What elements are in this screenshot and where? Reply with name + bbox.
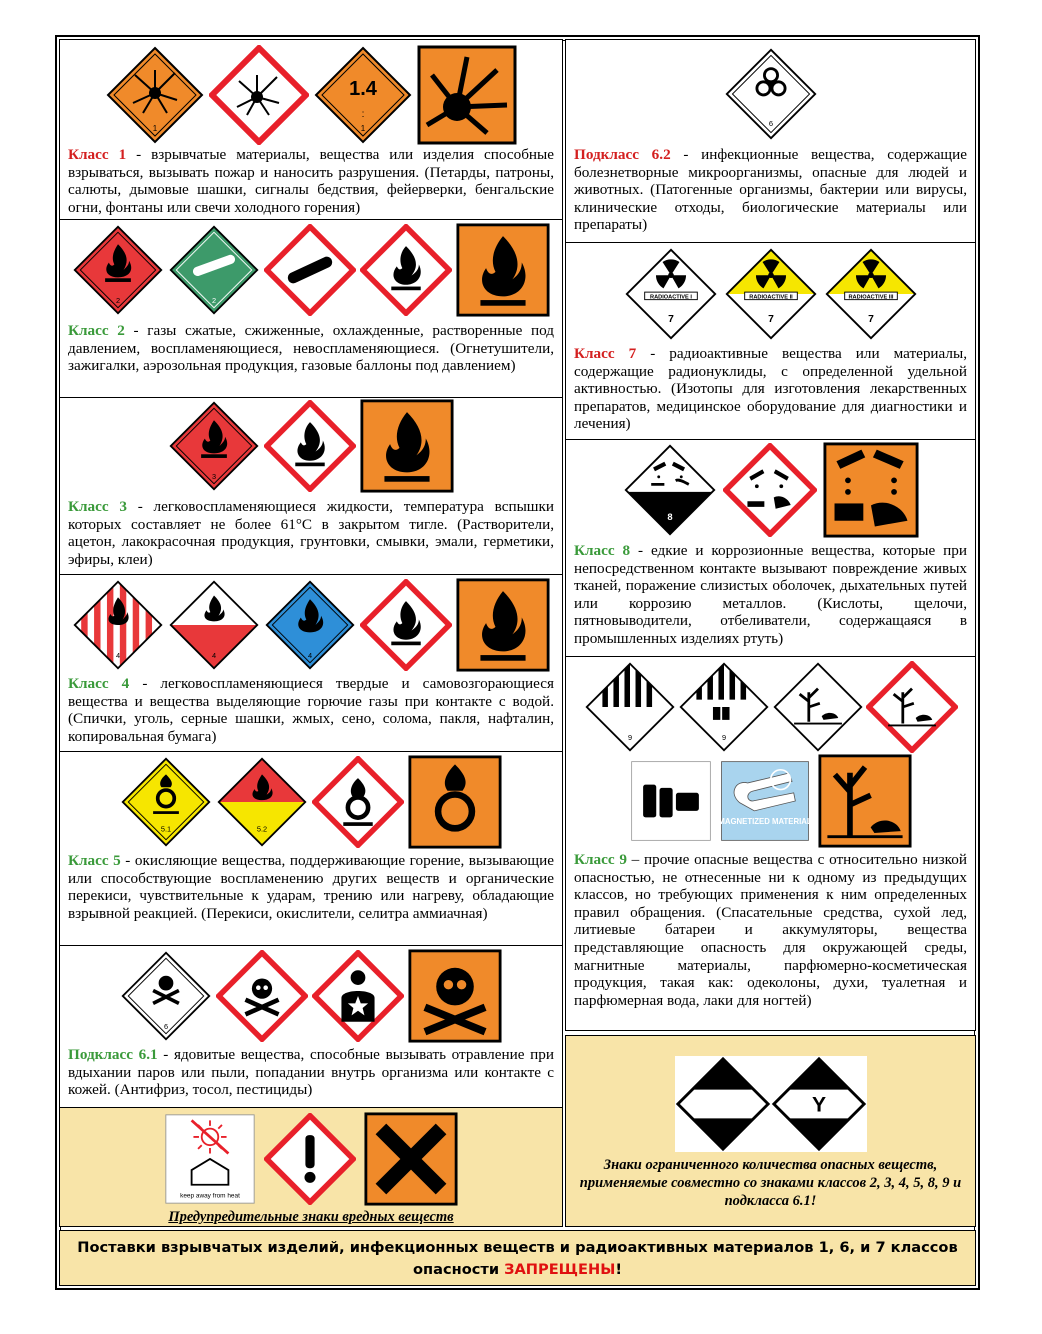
flammable-solid-striped-icon [72, 579, 164, 671]
class8-title: Класс 8 [574, 542, 631, 559]
svg-text:4: 4 [307, 651, 313, 661]
class3-title: Класс 3 [68, 498, 127, 515]
class61-signs [60, 950, 562, 1042]
svg-text:4: 4 [211, 651, 217, 661]
svg-text:1.4: 1.4 [349, 78, 377, 100]
svg-text:5.2: 5.2 [256, 824, 268, 834]
environment-square-icon [818, 754, 912, 848]
radioactive-ii-icon [724, 247, 818, 341]
skull-square-icon [408, 949, 502, 1043]
warning-caption: Предупредительные знаки вредных веществ [168, 1209, 454, 1225]
flame-ghs-icon [360, 579, 452, 671]
class8-description [574, 542, 967, 648]
footer-text [60, 1237, 975, 1281]
class5-cell [59, 751, 563, 946]
svg-text:RADIOACTIVE III: RADIOACTIVE III [847, 294, 894, 301]
class2-signs [60, 222, 562, 318]
limited-quantity-icon [675, 1056, 771, 1152]
class8-signs [566, 442, 975, 538]
flame-ghs-icon [360, 224, 452, 316]
class61-cell [59, 945, 563, 1108]
exclamation-ghs-icon [264, 1113, 356, 1205]
magnetized-material-icon [718, 760, 812, 842]
class5-title: Класс 5 [68, 852, 121, 869]
flame-square-icon [456, 578, 550, 672]
svg-text:4: 4 [115, 651, 121, 661]
gas-cylinder-green-icon [168, 224, 260, 316]
limited-quantity-y-icon [771, 1056, 867, 1152]
environment-ghs-icon [866, 661, 958, 753]
radioactive-iii-icon [824, 247, 918, 341]
class2-cell [59, 219, 563, 398]
svg-text:keep away from heat: keep away from heat [180, 1192, 240, 1200]
flame-square-icon [360, 399, 454, 493]
misc-dangerous-goods-icon [584, 661, 676, 753]
svg-text:9: 9 [721, 733, 726, 743]
class9-signs-row2 [566, 753, 975, 849]
svg-text:3: 3 [211, 472, 217, 482]
limited-caption: Знаки ограниченного количества опасных веществ, применяемые совместно со знаками классов 2, 3, 4, 5, 8, 9 и подкласса 6.1! [579, 1157, 962, 1209]
class61-text: - ядовитые вещества, способные вызывать отравление при вдыхании паров или пыли, попадании внутрь организма или контакте с кожей. (Антифриз, тосол, пестициды) [68, 1046, 554, 1099]
class9-cell [565, 656, 976, 1031]
class9-signs-row1 [566, 661, 975, 753]
warning-signs [60, 1112, 562, 1206]
explosive-square-icon [417, 45, 517, 145]
organic-peroxide-icon [216, 756, 308, 848]
keep-away-from-heat-icon [164, 1113, 256, 1205]
class7-text: - радиоактивные вещества или материалы, содержащие радионуклиды, с определенной удельной активностью. (Изотопы для изготовления лекарственных препаратов, медицинское оборудование для диагностики и лечения) [574, 345, 967, 433]
warning-signs-cell [59, 1107, 563, 1227]
class7-cell [565, 242, 976, 440]
class4-title: Класс 4 [68, 675, 130, 692]
svg-text:7: 7 [667, 314, 674, 326]
class4-description [68, 675, 554, 745]
corrosive-diamond-icon [623, 443, 717, 537]
class7-signs [566, 247, 975, 341]
spontaneously-combustible-icon [168, 579, 260, 671]
skull-ghs-icon [216, 950, 308, 1042]
corrosive-ghs-icon [723, 443, 817, 537]
svg-text:8: 8 [666, 511, 673, 523]
class62-title: Подкласс 6.2 [574, 146, 671, 163]
class5-signs [60, 754, 562, 850]
lithium-battery-diamond-icon [678, 661, 770, 753]
class61-description [68, 1046, 554, 1099]
class4-signs [60, 577, 562, 673]
svg-text:2: 2 [115, 296, 121, 306]
class1-cell [59, 39, 563, 220]
oxidizer-square-icon [408, 755, 502, 849]
class5-text: - окисляющие вещества, поддерживающие горение, вызывающие или способствующие воспламенению других веществ и органические перекиси, чувствительные к ударам, трению или нагреву, обладающие взрывной реакцией. (Перекиси, окислители, селитра аммиачная) [68, 852, 555, 922]
flammable-liquid-red-icon [168, 400, 260, 492]
svg-text:MAGNETIZED MATERIAL: MAGNETIZED MATERIAL [717, 816, 812, 826]
flame-ghs-icon [264, 400, 356, 492]
footer-banner [59, 1230, 976, 1286]
oxidizer-yellow-icon [120, 756, 212, 848]
class9-title: Класс 9 [574, 851, 627, 868]
class62-description [574, 146, 967, 234]
limited-quantity-cell [565, 1035, 976, 1227]
oxidizer-ghs-icon [312, 756, 404, 848]
class3-text: - легковоспламеняющиеся жидкости, температура вспышки которых составляет не более 61°С в закрытом тигле. (Растворители, ацетон, лакокрасочная продукция, грунтовки, смывки, эмали, герметики, эфиры, клеи) [68, 498, 555, 568]
svg-text:7: 7 [867, 314, 874, 326]
class9-text: – прочие опасные вещества с относительно низкой опасностью, не отнесенные ни к одному из предыдущих классов, но требующих применения к ним определенных правил обращения. (Спасательные средства, сухой лед, литиевые батареи и аккумуляторы, вещества представляющие опасность для окружающей среды, магнитные материалы, парфюмерно-косметическая продукция, такая как: одеколоны, духи, туалетная и парфюмерная вода, лаки для ногтей) [574, 851, 968, 1009]
svg-text::: : [361, 109, 365, 120]
class7-title: Класс 7 [574, 345, 637, 362]
class62-text: - инфекционные вещества, содержащие болезнетворные микроорганизмы, опасные для людей и животных. (Патогенные организмы, бактерии или вирусы, клинические отходы, биологические материалы или препараты) [574, 146, 967, 234]
class7-description [574, 345, 967, 433]
harmful-x-square-icon [364, 1112, 458, 1206]
explosive-1-4-icon [313, 45, 413, 145]
svg-text:Y: Y [811, 1093, 826, 1117]
flammable-gas-red-icon [72, 224, 164, 316]
battery-label-icon [630, 760, 712, 842]
svg-text:6: 6 [768, 118, 773, 128]
footer-text-main: Поставки взрывчатых изделий, инфекционных веществ и радиоактивных материалов 1, 6, и 7 классов опасности [77, 1239, 958, 1278]
class1-text: - взрывчатые материалы, вещества или изделия способные взрываться, вызывать пожар и наносить разрушения. (Петарды, патроны, салюты, дымовые шашки, сигналы бедствия, фейерверки, бенгальские огни, фонтаны или свечи холодного горения) [68, 146, 555, 216]
class5-description [68, 852, 554, 922]
corrosive-square-icon [823, 442, 919, 538]
class2-text: - газы сжатые, сжиженные, охлажденные, растворенные под давлением, воспламеняющиеся, невоспламеняющиеся. (Огнетушители, зажигалки, аэрозольная продукция, газовые баллоны под давлением) [68, 322, 555, 375]
explosive-orange-diamond-icon [105, 45, 205, 145]
svg-text:9: 9 [627, 733, 632, 743]
explosive-ghs-icon [209, 45, 309, 145]
class62-signs [566, 46, 975, 142]
health-hazard-ghs-icon [312, 950, 404, 1042]
class2-description [68, 322, 554, 375]
class4-cell [59, 574, 563, 752]
class62-cell [565, 39, 976, 243]
radioactive-i-icon [624, 247, 718, 341]
svg-text:2: 2 [211, 296, 217, 306]
svg-text:RADIOACTIVE II: RADIOACTIVE II [748, 294, 793, 301]
svg-text:RADIOACTIVE I: RADIOACTIVE I [649, 294, 692, 301]
flame-square-icon [456, 223, 550, 317]
limited-quantity-signs [566, 1056, 975, 1152]
svg-text:6: 6 [163, 1022, 169, 1032]
svg-text:7: 7 [767, 314, 774, 326]
class3-cell [59, 397, 563, 575]
class9-description [574, 851, 967, 1009]
svg-text:5.1: 5.1 [160, 824, 172, 834]
toxic-white-icon [120, 950, 212, 1042]
svg-text:1: 1 [152, 124, 158, 133]
biohazard-icon [724, 47, 818, 141]
class3-description [68, 498, 554, 568]
class1-description [68, 146, 554, 216]
gas-cylinder-ghs-icon [264, 224, 356, 316]
footer-exclamation: ! [615, 1261, 622, 1278]
class1-title: Класс 1 [68, 146, 127, 163]
environment-hazard-icon [772, 661, 864, 753]
footer-forbidden: ЗАПРЕЩЕНЫ [504, 1261, 616, 1278]
class1-signs [60, 44, 562, 146]
class4-text: - легковоспламеняющиеся твердые и самовозгорающиеся вещества и вещества выделяющие горючие газы при контакте с водой. (Спички, уголь, серные шашки, жмых, сено, солома, пакля, нафталин, копировальная бумага) [68, 675, 555, 745]
class8-text: - едкие и коррозионные вещества, которые при непосредственном контакте вызывают повреждение живых тканей, поражение слизистых оболочек, дыхательных путей или коррозию металлов. (Кислоты, щелочи, пятновыводители, отбеливатели, содержащаяся в промышленных изделиях ртуть) [574, 542, 967, 647]
svg-text:1: 1 [360, 124, 366, 133]
class61-title: Подкласс 6.1 [68, 1046, 158, 1063]
class2-title: Класс 2 [68, 322, 125, 339]
class3-signs [60, 400, 562, 492]
class8-cell [565, 439, 976, 657]
dangerous-when-wet-blue-icon [264, 579, 356, 671]
